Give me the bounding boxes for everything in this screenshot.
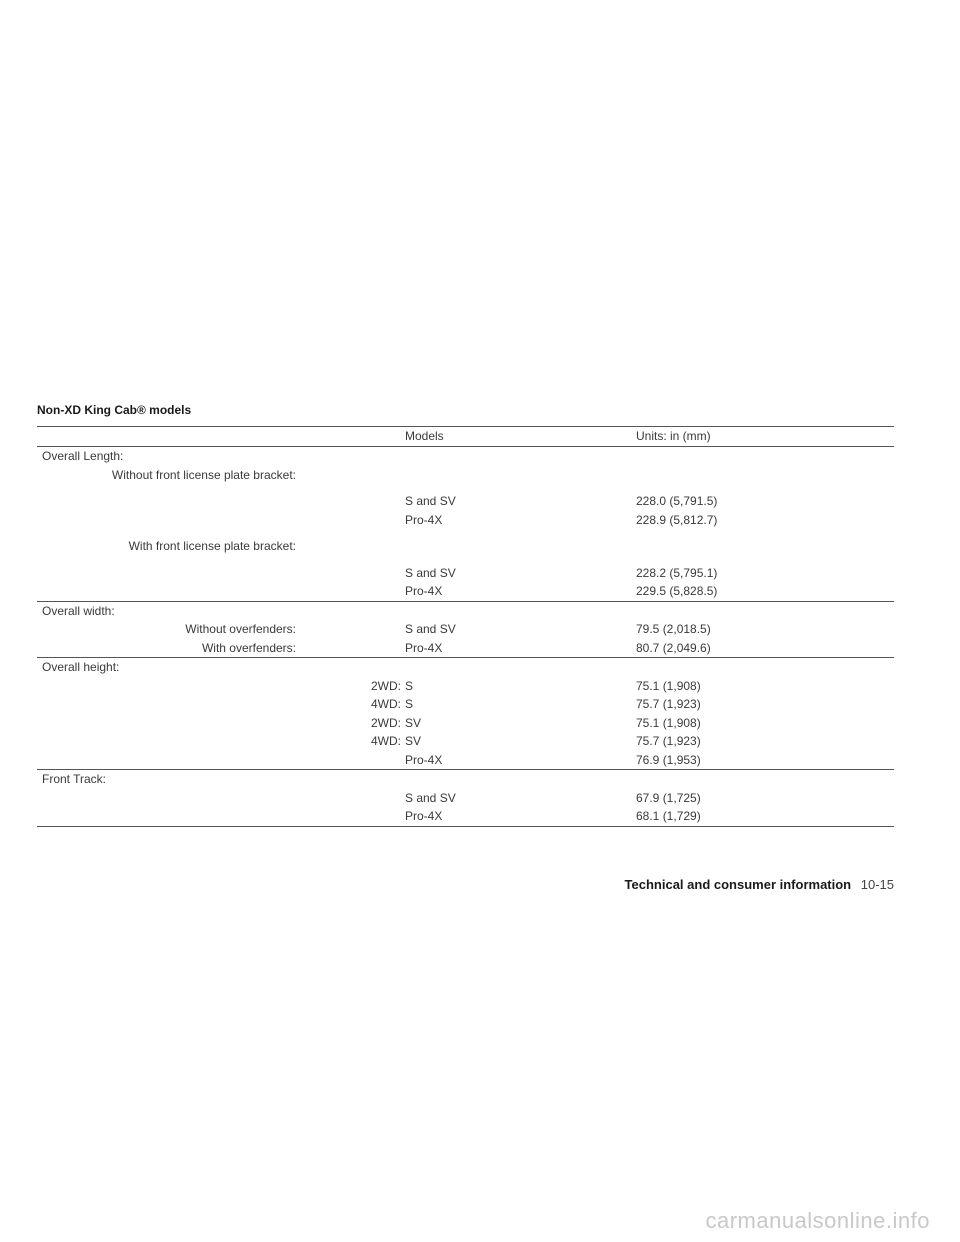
row-drive: 2WD: (371, 715, 401, 730)
row-value: 228.2 (5,795.1) (636, 565, 718, 580)
table-row (37, 732, 894, 751)
header-units: Units: in (mm) (636, 429, 711, 443)
dimensions-table (37, 426, 894, 827)
row-model: SV (405, 734, 422, 748)
table-row (37, 466, 894, 485)
row-model: S and SV (405, 790, 456, 805)
row-model: S and SV (405, 565, 456, 580)
row-value: 68.1 (1,729) (636, 809, 701, 823)
row-group-label: Overall height: (42, 660, 120, 674)
table-row (37, 751, 894, 771)
row-model: Pro-4X (405, 752, 443, 767)
row-model: S (405, 697, 414, 711)
row-value: 76.9 (1,953) (636, 752, 701, 767)
section-title: Non-XD King Cab® models (37, 403, 192, 417)
page-number: 10-15 (860, 877, 894, 892)
table-row (37, 677, 894, 696)
row-sub-label: With front license plate bracket: (128, 539, 296, 553)
row-drive: 4WD: (371, 734, 401, 748)
row-drive: 4WD: (371, 697, 401, 711)
page-footer (625, 877, 894, 892)
table-row (37, 582, 894, 602)
row-value: 228.0 (5,791.5) (636, 494, 718, 508)
row-model: Pro-4X (405, 640, 443, 655)
table-row (37, 789, 894, 808)
row-model: SV (405, 715, 422, 730)
watermark-text: carmanualsonline.info (705, 1208, 930, 1233)
row-model: S and SV (405, 622, 456, 636)
row-value: 229.5 (5,828.5) (636, 584, 718, 598)
row-value: 80.7 (2,049.6) (636, 640, 711, 655)
row-model: S and SV (405, 494, 456, 508)
row-sub-label: With overfenders: (201, 640, 296, 655)
row-group-label: Overall Length: (42, 449, 124, 463)
row-drive: 2WD: (371, 678, 401, 693)
table-row (37, 537, 894, 556)
table-row (37, 492, 894, 511)
footer-section-title: Technical and consumer information (624, 877, 852, 892)
row-sub-label: Without overfenders: (185, 622, 296, 636)
row-value: 67.9 (1,725) (636, 790, 701, 805)
header-models: Models (405, 429, 444, 443)
table-row (37, 602, 894, 621)
row-value: 75.1 (1,908) (636, 678, 701, 693)
row-model: Pro-4X (405, 584, 443, 598)
table-row (37, 564, 894, 583)
row-group-label: Front Track: (42, 772, 107, 786)
row-model: Pro-4X (405, 512, 443, 527)
row-value: 75.1 (1,908) (636, 715, 701, 730)
table-row (37, 639, 894, 659)
table-row (37, 620, 894, 639)
row-value: 228.9 (5,812.7) (636, 512, 718, 527)
table-row (37, 447, 894, 466)
table-row (37, 770, 894, 789)
row-model: S (405, 678, 414, 693)
row-value: 79.5 (2,018.5) (636, 622, 711, 636)
table-row (37, 658, 894, 677)
table-row (37, 714, 894, 733)
table-row (37, 695, 894, 714)
table-row (37, 511, 894, 530)
row-sub-label: Without front license plate bracket: (111, 467, 296, 482)
table-header (37, 427, 894, 447)
row-group-label: Overall width: (42, 603, 115, 618)
table-row (37, 807, 894, 827)
row-value: 75.7 (1,923) (636, 734, 701, 748)
row-model: Pro-4X (405, 809, 443, 823)
row-value: 75.7 (1,923) (636, 697, 701, 711)
